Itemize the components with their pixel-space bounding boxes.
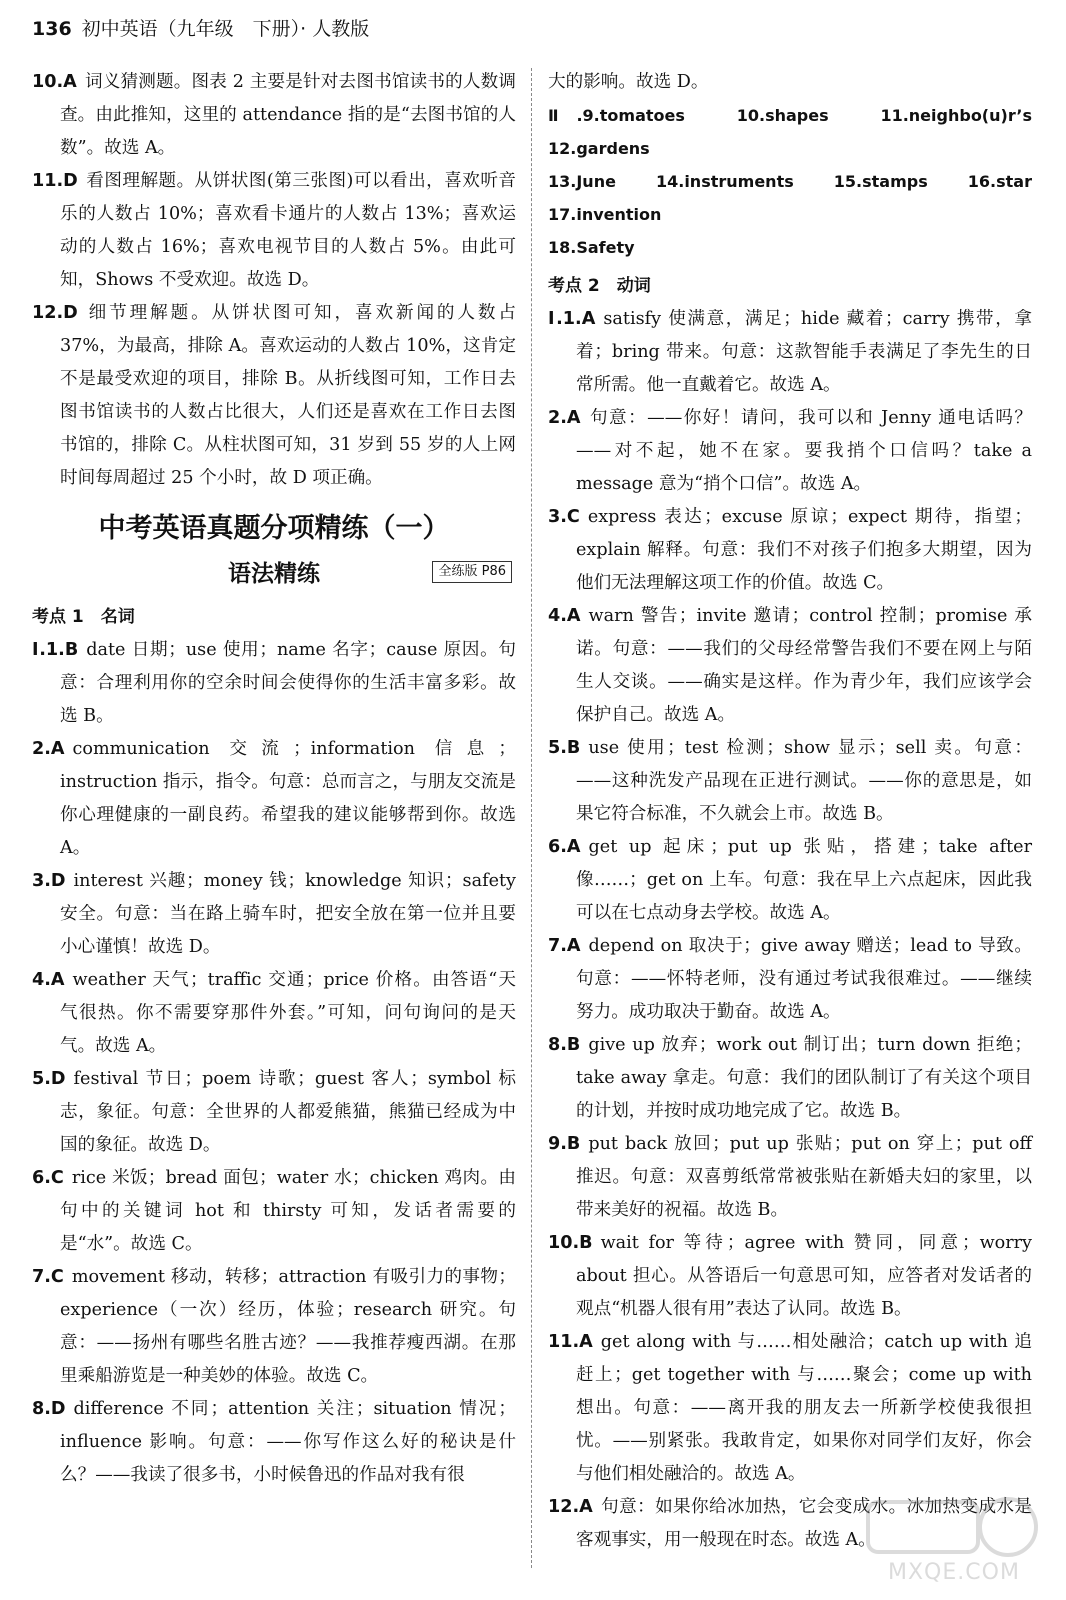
answer-item — [32, 297, 516, 495]
item-number: 10.A — [32, 72, 77, 92]
item-number: 10.B — [548, 1233, 593, 1253]
answer-item — [548, 402, 1032, 501]
item-text: communication 交流；information 信息；instruction 指示，指令。句意：总而言之，与朋友交流是你心理健康的一副良药。希望我的建议能够帮到你。故选 A。 — [60, 739, 516, 858]
section-subtitle: 语法精练 — [228, 561, 320, 587]
item-number: 3.D — [32, 871, 66, 891]
item-text: depend on 取决于；give away 赠送；lead to 导致。句意：——怀特老师，没有通过考试我很难过。——继续努力。成功取决于勤奋。故选 A。 — [576, 936, 1032, 1022]
left-column — [32, 66, 516, 1492]
item-number: 2.A — [32, 739, 65, 759]
item-text: express 表达；excuse 原谅；expect 期待，指望；explain 解释。句意：我们不对孩子们抱多大期望，因为他们无法理解这项工作的价值。故选 C。 — [576, 507, 1032, 593]
item-text: 句意：——你好！请问，我可以和 Jenny 通电话吗？——对不起，她不在家。要我捎个口信吗？take a message 意为“捎个口信”。故选 A。 — [576, 408, 1032, 494]
fill-answers-line: Ⅱ.9.tomatoes 10.shapes 11.neighbo(u)r’s 12.gardens — [548, 106, 1049, 158]
answer-item — [32, 1063, 516, 1162]
fill-answers-line: 13.June 14.instruments 15.stamps 16.star 17.invention — [548, 172, 1049, 224]
item-text: put back 放回；put up 张贴；put on 穿上；put off 推迟。句意：双喜剪纸常常被张贴在新婚夫妇的家里，以带来美好的祝福。故选 B。 — [576, 1134, 1032, 1220]
answer-item — [548, 1029, 1032, 1128]
answer-item — [548, 1128, 1032, 1227]
item-number: 8.B — [548, 1035, 581, 1055]
answer-item — [32, 733, 516, 865]
topic-heading-verbs: 考点 2 动词 — [548, 276, 651, 296]
answer-item — [548, 303, 1032, 402]
topic-heading-nouns: 考点 1 名词 — [32, 607, 135, 627]
page-header — [32, 14, 369, 41]
item-text: wait for 等待；agree with 赞同，同意；worry about 担心。从答语后一句意思可知，应答者对发话者的观点“机器人很有用”表达了认同。故选 B。 — [576, 1233, 1032, 1319]
answer-item — [548, 1227, 1032, 1326]
item-number: 11.A — [548, 1332, 593, 1352]
answer-item — [548, 600, 1032, 732]
continued-text: 大的影响。故选 D。 — [548, 72, 709, 92]
item-number: Ⅰ.1.A — [548, 309, 596, 329]
answer-item — [548, 831, 1032, 930]
item-text: difference 不同；attention 关注；situation 情况；influence 影响。句意：——你写作这么好的秘诀是什么？——我读了很多书，小时候鲁迅的作品对我有很 — [60, 1399, 516, 1485]
item-text: interest 兴趣；money 钱；knowledge 知识；safety 安全。句意：当在路上骑车时，把安全放在第一位并且要小心谨慎！故选 D。 — [60, 871, 516, 957]
watermark-logo-icon — [848, 1492, 1048, 1562]
answer-item — [548, 501, 1032, 600]
item-text: weather 天气；traffic 交通；price 价格。由答语“天气很热。你不需要穿那件外套。”可知，问句询问的是天气。故选 A。 — [60, 970, 516, 1056]
column-divider — [531, 68, 532, 1568]
answer-item — [548, 930, 1032, 1029]
item-number: 5.D — [32, 1069, 66, 1089]
item-number: 6.A — [548, 837, 581, 857]
item-text: get up 起床；put up 张贴，搭建；take after 像……；get on 上车。句意：我在早上六点起床，因此我可以在七点动身去学校。故选 A。 — [576, 837, 1032, 923]
answer-item — [548, 732, 1032, 831]
item-number: 7.C — [32, 1267, 64, 1287]
right-column — [548, 66, 1049, 1557]
item-text: give up 放弃；work out 制订出；turn down 拒绝；take away 拿走。句意：我们的团队制订了有关这个项目的计划，并按时成功地完成了它。故选 B。 — [576, 1035, 1032, 1121]
answer-item — [32, 1162, 516, 1261]
item-number: 4.A — [32, 970, 65, 990]
answer-item — [32, 66, 516, 165]
item-number: 3.C — [548, 507, 580, 527]
item-text: 看图理解题。从饼状图(第三张图)可以看出，喜欢听音乐的人数占 10%；喜欢看卡通片的人数占 13%；喜欢运动的人数占 16%；喜欢电视节目的人数占 5%。由此可知，Shows 不受欢迎。故选 D。 — [60, 171, 516, 290]
book-title: 初中英语（九年级 下册）· 人教版 — [81, 18, 370, 40]
item-number: Ⅰ.1.B — [32, 640, 79, 660]
fill-answers-line: 18.Safety — [548, 238, 635, 257]
item-text: 细节理解题。从饼状图可知，喜欢新闻的人数占 37%，为最高，排除 A。喜欢运动的人数占 10%，这肯定不是最受欢迎的项目，排除 B。从折线图可知，工作日去图书馆读书的人数占比很大，人们还是喜欢在工作日去图书馆的，排除 C。从柱状图可知，31 岁到 55 岁的人上网时间每周超过 25 个小时，故 D 项正确。 — [60, 303, 516, 488]
item-number: 12.A — [548, 1497, 593, 1517]
item-number: 7.A — [548, 936, 581, 956]
answer-item — [32, 1261, 516, 1393]
item-text: warn 警告；invite 邀请；control 控制；promise 承诺。句意：——我们的父母经常警告我们不要在网上与陌生人交谈。——确实是这样。作为青少年，我们应该学会保护自己。故选 A。 — [576, 606, 1032, 725]
item-text: date 日期；use 使用；name 名字；cause 原因。句意：合理利用你的空余时间会使得你的生活丰富多彩。故选 B。 — [60, 640, 516, 726]
item-text: use 使用；test 检测；show 显示；sell 卖。句意：——这种洗发产品现在正进行测试。——你的意思是，如果它符合标准，不久就会上市。故选 B。 — [576, 738, 1032, 824]
section-title: 中考英语真题分项精练（一） — [98, 513, 450, 544]
answer-item — [32, 1393, 516, 1492]
item-text: satisfy 使满意，满足；hide 藏着；carry 携带，拿着；bring 带来。句意：这款智能手表满足了李先生的日常所需。他一直戴着它。故选 A。 — [576, 309, 1032, 395]
reference-box: 全练版 P86 — [432, 561, 512, 583]
item-number: 11.D — [32, 171, 78, 191]
answer-item — [548, 1326, 1032, 1491]
item-number: 2.A — [548, 408, 581, 428]
item-text: festival 节日；poem 诗歌；guest 客人；symbol 标志，象征。句意：全世界的人都爱熊猫，熊猫已经成为中国的象征。故选 D。 — [60, 1069, 516, 1155]
page-number: 136 — [32, 18, 72, 40]
subtitle-row — [32, 553, 516, 595]
item-number: 6.C — [32, 1168, 64, 1188]
item-text: movement 移动，转移；attraction 有吸引力的事物；experience（一次）经历，体验；research 研究。句意：——扬州有哪些名胜古迹？——我推荐瘦西湖。在那里乘船游览是一种美妙的体验。故选 C。 — [60, 1267, 516, 1386]
answer-item — [32, 634, 516, 733]
item-number: 8.D — [32, 1399, 66, 1419]
answer-item — [32, 964, 516, 1063]
item-text: get along with 与……相处融洽；catch up with 追赶上；get together with 与……聚会；come up with 想出。句意：——离开我的朋友去一所新学校使我很担忧。——别紧张。我敢肯定，如果你对同学们友好，你会与他们相处融洽的。故选 A。 — [576, 1332, 1032, 1484]
item-text: 句意：如果你给冰加热，它会变成水。冰加热变成水是客观事实，用一般现在时态。故选 A。 — [576, 1497, 1032, 1550]
item-number: 12.D — [32, 303, 78, 323]
item-number: 5.B — [548, 738, 581, 758]
answer-item — [32, 165, 516, 297]
item-text: 词义猜测题。图表 2 主要是针对去图书馆读书的人数调查。由此推知，这里的 attendance 指的是“去图书馆的人数”。故选 A。 — [60, 72, 516, 158]
item-number: 4.A — [548, 606, 581, 626]
item-number: 9.B — [548, 1134, 581, 1154]
item-text: rice 米饭；bread 面包；water 水；chicken 鸡肉。由句中的关键词 hot 和 thirsty 可知，发话者需要的是“水”。故选 C。 — [60, 1168, 516, 1254]
watermark-text: MXQE.COM — [888, 1560, 1020, 1585]
watermark — [848, 1492, 1048, 1592]
answer-item — [32, 865, 516, 964]
